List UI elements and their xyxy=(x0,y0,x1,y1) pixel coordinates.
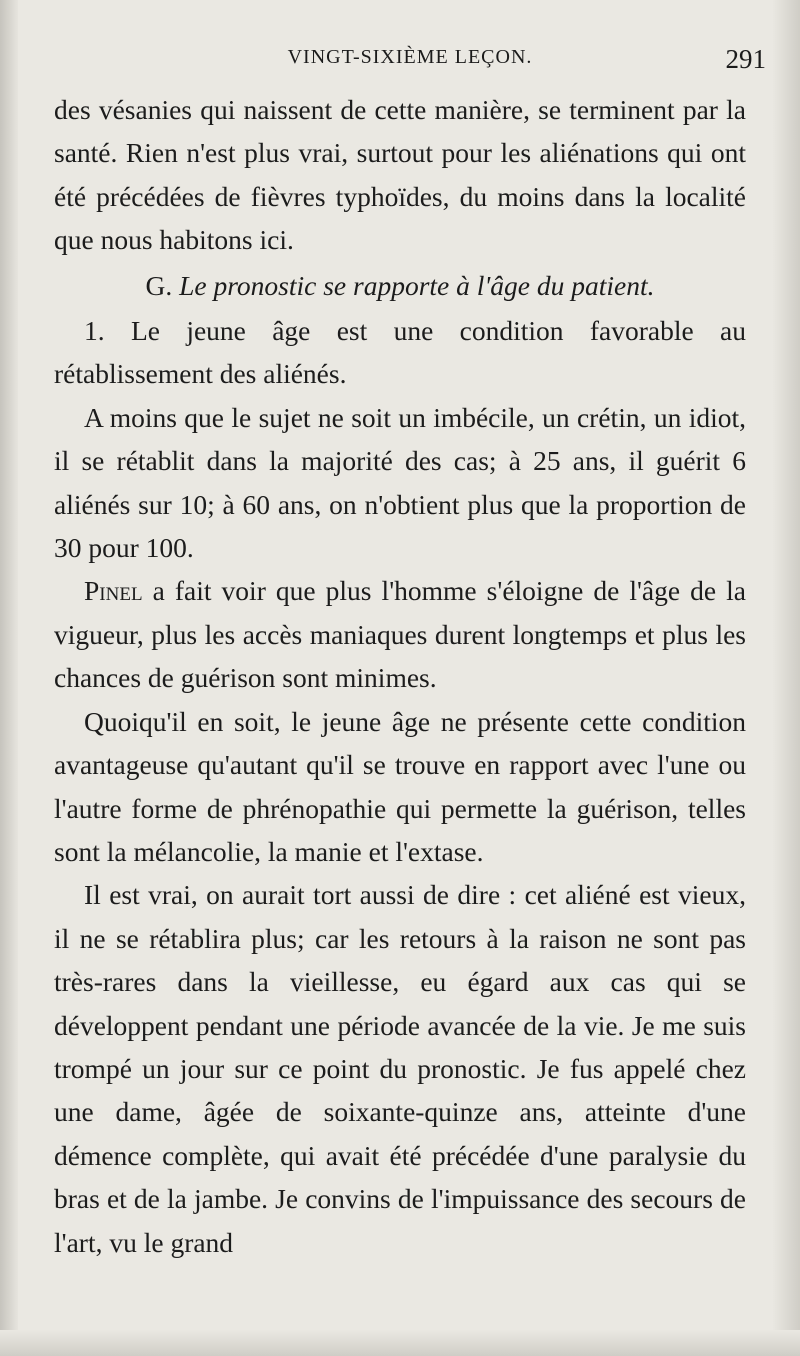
running-head xyxy=(54,44,766,74)
paragraph-pinel-text: a fait voir que plus l'homme s'éloigne de l'âge de la vigueur, plus les accès maniaques durent longtemps et plus les chances de guérison sont minimes. xyxy=(54,575,746,694)
running-title: VINGT-SIXIÈME LEÇON. xyxy=(287,46,533,68)
page-bottom-shadow xyxy=(0,1330,800,1356)
paragraph-continuation: des vésanies qui naissent de cette manière, se terminent par la santé. Rien n'est plus vrai, surtout pour les aliénations qui ont été précédées de fièvres typhoïdes, du moins dans la localité que nous habitons ici. xyxy=(54,94,746,256)
body-text xyxy=(54,88,746,1264)
page-edge-shadow xyxy=(772,0,800,1356)
paragraph-young-age: Quoiqu'il en soit, le jeune âge ne présente cette condition avantageuse qu'autant qu'il se trouve en rapport avec l'une ou l'autre forme de phrénopathie qui permette la guérison, telles sont la mélancolie, la manie et l'extase. xyxy=(54,705,746,867)
section-heading xyxy=(54,264,746,307)
section-heading-label: G. xyxy=(145,269,173,301)
section-heading-title: Le pronostic se rapporte à l'âge du patient. xyxy=(179,269,655,301)
paragraph-old-age: Il est vrai, on aurait tort aussi de dire : cet aliéné est vieux, il ne se rétablira plus; car les retours à la raison ne sont pas très-rares dans la vieillesse, eu égard aux cas qui se développent pendant une période avancée de la vie. Je me suis trompé un jour sur ce point du pronostic. Je fus appelé chez une dame, âgée de soixante-quinze ans, atteinte d'une démence complète, qui avait été précédée d'une paralysie du bras et de la jambe. Je convins de l'impuissance des secours de l'art, vu le grand xyxy=(54,879,746,1258)
paragraph-pinel xyxy=(54,569,746,699)
paragraph-statistics: A moins que le sujet ne soit un imbécile, un crétin, un idiot, il se rétablit dans la majorité des cas; à 25 ans, il guérit 6 aliénés sur 10; à 60 ans, on n'obtient plus que la proportion de 30 pour 100. xyxy=(54,401,746,564)
author-name: Pinel xyxy=(84,575,143,607)
page-number: 291 xyxy=(725,44,766,74)
paragraph-rule: 1. Le jeune âge est une condition favorable au rétablissement des aliénés. xyxy=(54,315,746,390)
page-gutter-shadow xyxy=(0,0,18,1356)
